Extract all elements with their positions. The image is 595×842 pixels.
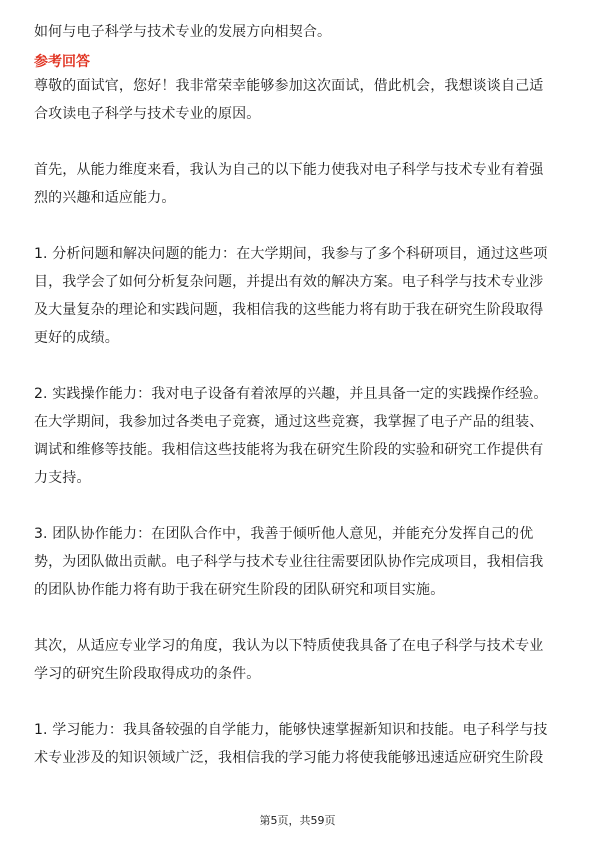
paragraph-gap (34, 128, 561, 156)
text-line: 其次，从适应专业学习的角度，我认为以下特质使我具备了在电子科学与技术专业 (34, 638, 544, 654)
text-line: 及大量复杂的理论和实践问题，我相信我的这些能力将有助于我在研究生阶段取得 (34, 302, 544, 318)
paragraph (34, 240, 561, 352)
paragraph (34, 380, 561, 492)
text-line: 调试和维修等技能。我相信这些技能将为我在研究生阶段的实验和研究工作提供有 (34, 442, 544, 458)
paragraph (34, 716, 561, 772)
paragraph (34, 632, 561, 688)
text-line: 2. 实践操作能力：我对电子设备有着浓厚的兴趣，并且具备一定的实践操作经验。 (34, 386, 548, 402)
paragraph-gap (34, 688, 561, 716)
paragraph (34, 520, 561, 604)
paragraph-gap (34, 212, 561, 240)
page-footer: 第5页，共59页 (259, 814, 336, 827)
text-line: 尊敬的面试官，您好！我非常荣幸能够参加这次面试，借此机会，我想谈谈自己适 (34, 78, 544, 94)
text-line: 的团队协作能力将有助于我在研究生阶段的团队研究和项目实施。 (34, 582, 445, 598)
text-line: 烈的兴趣和适应能力。 (34, 190, 176, 206)
text-line: 学习的研究生阶段取得成功的条件。 (34, 666, 261, 682)
intro-line: 如何与电子科学与技术专业的发展方向相契合。 (34, 24, 332, 40)
paragraph (34, 156, 561, 212)
paragraph (34, 72, 561, 128)
text-line: 目，我学会了如何分析复杂问题，并提出有效的解决方案。电子科学与技术专业涉 (34, 274, 544, 290)
paragraph-gap (34, 604, 561, 632)
text-line: 合攻读电子科学与技术专业的原因。 (34, 106, 261, 122)
text-line: 1. 分析问题和解决问题的能力：在大学期间，我参与了多个科研项目，通过这些项 (34, 246, 548, 262)
section-label: 参考回答 (34, 54, 90, 70)
text-line: 势，为团队做出贡献。电子科学与技术专业往往需要团队协作完成项目，我相信我 (34, 554, 544, 570)
text-line: 更好的成绩。 (34, 330, 119, 346)
page-content (34, 18, 561, 772)
text-line: 3. 团队协作能力：在团队合作中，我善于倾听他人意见，并能充分发挥自己的优 (34, 526, 534, 542)
answer-body (34, 72, 561, 772)
text-line: 在大学期间，我参加过各类电子竞赛，通过这些竞赛，我掌握了电子产品的组装、 (34, 414, 544, 430)
text-line: 力支持。 (34, 470, 91, 486)
text-line: 1. 学习能力：我具备较强的自学能力，能够快速掌握新知识和技能。电子科学与技 (34, 722, 548, 738)
paragraph-gap (34, 352, 561, 380)
text-line: 术专业涉及的知识领域广泛，我相信我的学习能力将使我能够迅速适应研究生阶段 (34, 750, 544, 766)
paragraph-gap (34, 492, 561, 520)
text-line: 首先，从能力维度来看，我认为自己的以下能力使我对电子科学与技术专业有着强 (34, 162, 544, 178)
